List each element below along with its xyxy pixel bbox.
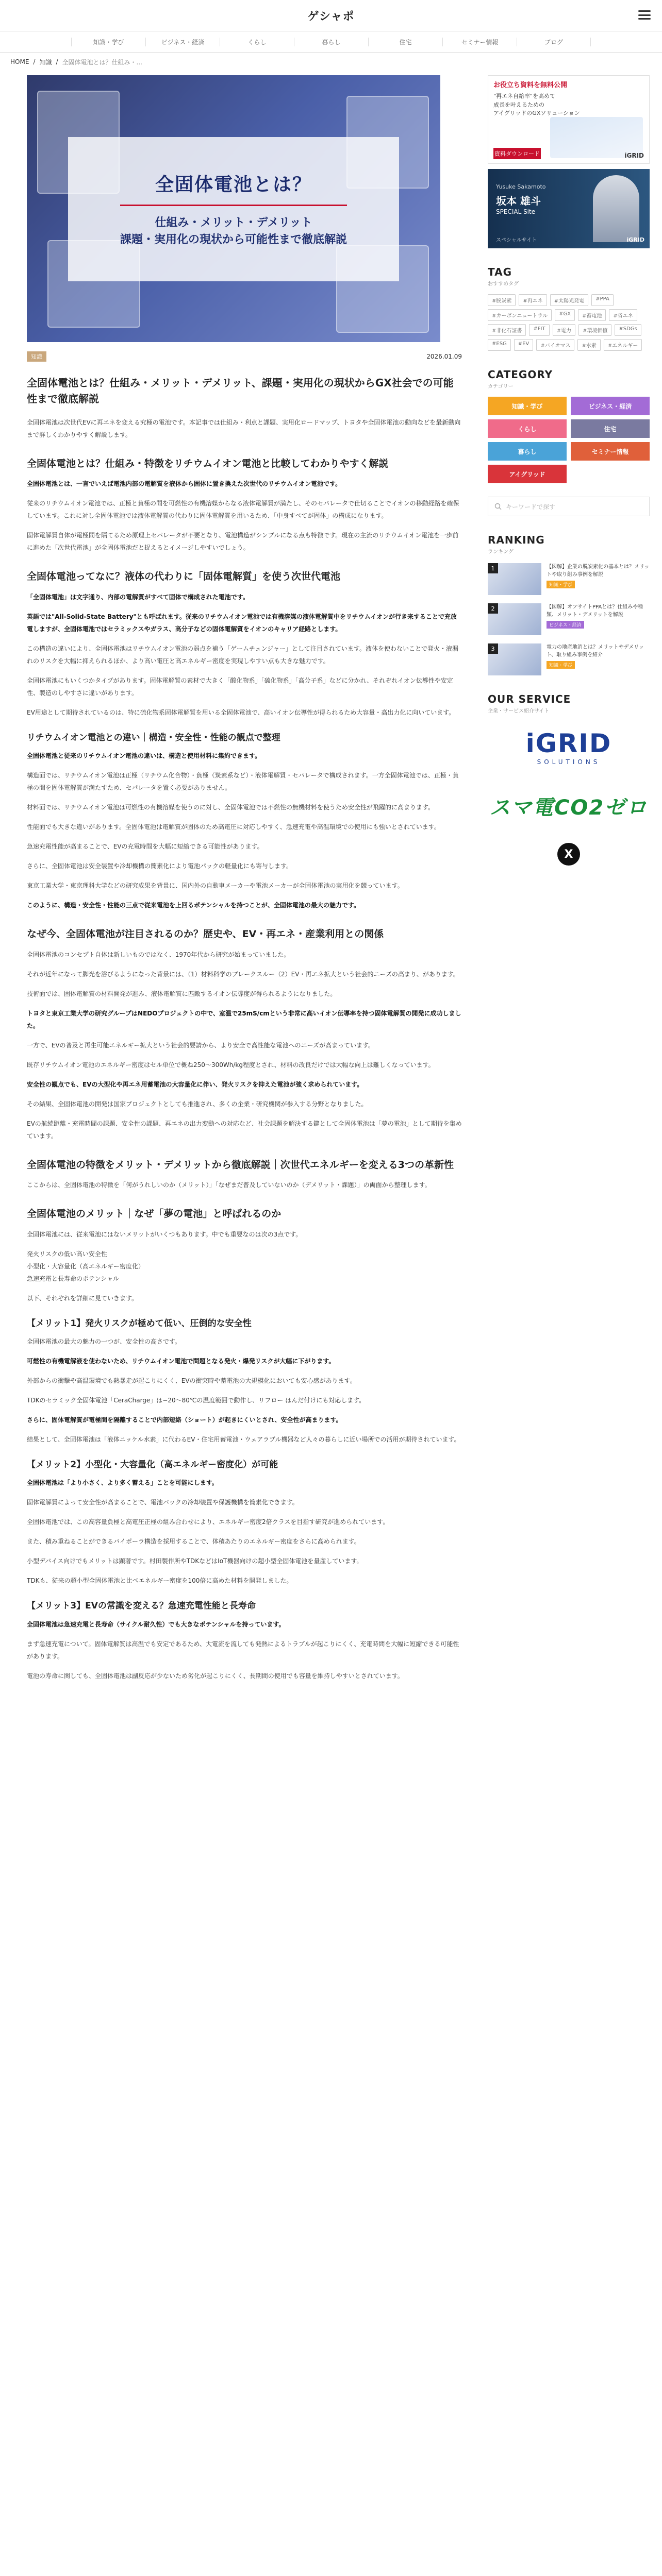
paragraph: 構造面では、リチウムイオン電池は正極（リチウム化合物）・負極（炭素系など）・液体電解質・セパレータで構成されます。一方全固体電池では、正極・負極の間を固体電解質が満たすため、セパレータを置く必要がありません。: [27, 772, 459, 792]
tag-link[interactable]: #GX: [555, 309, 575, 321]
tag-link[interactable]: #バイオマス: [536, 339, 574, 351]
paragraph: 全固体電池は急速充電と長寿命（サイクル耐久性）でも大きなポテンシャルを持っています。: [27, 1620, 285, 1628]
banner-person-name: 坂本 雄斗: [496, 195, 541, 207]
paragraph: 電池の寿命に関しても、全固体電池は副反応が少ないため劣化が起こりにくく、長期間の使用でも容量を維持しやすいとされています。: [27, 1672, 404, 1680]
breadcrumb-separator: /: [33, 58, 36, 65]
site-logo[interactable]: ゲシャポ: [307, 10, 355, 23]
sumaden-banner[interactable]: スマ電CO2ゼロ: [489, 795, 648, 820]
paragraph: 一方で、EVの普及と再生可能エネルギー拡大という社会的要請から、より安全で高性能な電池へのニーズが高まっています。: [27, 1041, 374, 1049]
tag-link[interactable]: #電力: [553, 324, 575, 336]
category-grid: [488, 397, 650, 483]
category-button[interactable]: セミナー情報: [571, 442, 650, 461]
heading-ja: ランキング: [488, 549, 514, 555]
subsection-heading: 【メリット3】EVの常識を変える？急速充電性能と長寿命: [27, 1601, 256, 1612]
ranking-thumbnail: [488, 643, 541, 675]
tag-link[interactable]: #水素: [577, 339, 600, 351]
category-button[interactable]: 住宅: [571, 419, 650, 438]
paragraph: さらに、固体電解質が電極間を隔離することで内部短絡（ショート）が起きにくいとされ、安全性が高まります。: [27, 1416, 342, 1423]
gnav-item[interactable]: 知識・学び: [71, 38, 145, 46]
banner-subtitle: "再エネ自給率"を高めて 成長を叶えるための アイグリッドのGXソリューション: [493, 93, 580, 116]
tag-link[interactable]: #FIT: [529, 324, 549, 336]
section-heading: 全固体電池ってなに？液体の代わりに「固体電解質」を使う次世代電池: [27, 571, 341, 583]
paragraph: 性能面でも大きな違いがあります。全固体電池は電解質が固体のため高電圧に対応しやすく、急速充電や高温環境での使用にも強いとされています。: [27, 823, 440, 831]
banner-caption: Yusuke Sakamoto: [496, 183, 546, 190]
paragraph: EV用途として期待されているのは、特に硫化物系固体電解質を用いる全固体電池で、高いイオン伝導性が得られるため大容量・高出力化に向いています。: [27, 708, 455, 716]
tag-link[interactable]: #カーボンニュートラル: [488, 309, 552, 321]
paragraph: 材料面では、リチウムイオン電池は可燃性の有機溶媒を使うのに対し、全固体電池では不燃性の無機材料を使うため安全性が飛躍的に高まります。: [27, 804, 435, 811]
ranking-category: ビジネス・経済: [547, 621, 584, 629]
merit-list: 発火リスクの低い高い安全性 小型化・大容量化（高エネルギー密度化） 急速充電と長寿命のポテンシャル: [27, 1250, 145, 1282]
paragraph: 外部からの衝撃や高温環境でも熱暴走が起こりにくく、EVの衝突時や蓄電池の大規模化においても安心感があります。: [27, 1377, 356, 1384]
heading-ja: カテゴリー: [488, 384, 514, 389]
global-nav: [0, 32, 662, 53]
breadcrumb-current: 全固体電池とは？仕組み・...: [62, 58, 142, 66]
banner-label: SPECIAL Site: [496, 208, 536, 215]
ranking-thumbnail: [488, 603, 541, 635]
breadcrumb-home[interactable]: HOME: [10, 58, 29, 65]
gnav-item[interactable]: ブログ: [517, 38, 591, 46]
hero-title: 全固体電池とは？: [155, 174, 312, 195]
paragraph: 全固体電池にもいくつかタイプがあります。固体電解質の素材で大きく「酸化物系」「硫化物系」「高分子系」などに分かれ、それぞれイオン伝導性や安定性、製造のしやすさに違いがあります。: [27, 676, 453, 697]
paragraph: このように、構造・安全性・性能の三点で従来電池を上回るポテンシャルを持つことが、全固体電池の最大の魅力です。: [27, 902, 360, 909]
rank-number: 1: [488, 563, 498, 573]
category-button[interactable]: ビジネス・経済: [571, 397, 650, 415]
paragraph: 小型デバイス向けでもメリットは顕著です。村田製作所やTDKなどはIoT機器向けの超小型全固体電池を量産しています。: [27, 1557, 363, 1565]
igrid-logo: iGRID: [525, 728, 612, 758]
category-badge[interactable]: 知識: [27, 351, 46, 362]
paragraph: 全固体電池とは、一言でいえば電池内部の電解質を液体から固体に置き換えた次世代のリチウムイオン電池です。: [27, 480, 342, 488]
banner-footer: スペシャルサイト: [496, 238, 537, 243]
paragraph: 固体電解質自体が電極間を隔てるため原理上セパレータが不要となり、電池構造がシンプルになる点も特徴です。現在の主流のリチウムイオン電池を一歩前に進めた「次世代電池」が全固体電池だと捉えるとイメージしやすいでしょう。: [27, 532, 459, 552]
tag-link[interactable]: #エネルギー: [604, 339, 642, 351]
paragraph: 東京工業大学・東京理科大学などの研究成果を背景に、国内外の自動車メーカーや電池メーカーが全固体電池の実用化を競っています。: [27, 882, 404, 890]
subsection-heading: リチウムイオン電池との違い｜構造・安全性・性能の観点で整理: [27, 732, 280, 743]
gnav-item[interactable]: ビジネス・経済: [145, 38, 220, 46]
publish-date: 2026.01.09: [426, 353, 462, 360]
paragraph: まず急速充電について。固体電解質は高温でも安定であるため、大電流を流しても発熱によるトラブルが起こりにくく、充電時間を大幅に短縮できる可能性があります。: [27, 1640, 459, 1660]
breadcrumb-separator: /: [56, 58, 58, 65]
paragraph: 英語では"All-Solid-State Battery"とも呼ばれます。従来のリチウムイオン電池では有機溶媒の液体電解質中をリチウムイオンが行き来することで充放電しますが、全固体電池ではセラミックスやガラス、高分子などの固体電解質をイオンのキャリア経路とします。: [27, 613, 457, 633]
section-heading: なぜ今、全固体電池が注目されるのか？歴史や、EV・再エネ・産業利用との関係: [27, 928, 384, 940]
igrid-solutions-banner[interactable]: [488, 720, 650, 776]
paragraph: 技術面では、固体電解質の材料開発が進み、液体電解質に匹敵するイオン伝導度が得られるようになりました。: [27, 990, 337, 997]
tag-link[interactable]: #脱炭素: [488, 294, 516, 306]
paragraph: この構造の違いにより、全固体電池はリチウムイオン電池の弱点を補う「ゲームチェンジャー」として注目されています。液体を使わないことで発火・液漏れのリスクを大幅に抑えられるほか、より高い電圧と高エネルギー密度を実現しやすい点も大きな魅力です。: [27, 645, 458, 665]
subsection-heading: 【メリット2】小型化・大容量化（高エネルギー密度化）が可能: [27, 1459, 278, 1470]
gnav-item[interactable]: セミナー情報: [442, 38, 517, 46]
download-banner[interactable]: [488, 75, 650, 164]
ranking-category: 知識・学び: [547, 581, 575, 588]
tag-heading: [488, 266, 650, 287]
paragraph: ここからは、全固体電池の特徴を「何がうれしいのか（メリット）」「なぜまだ普及していないのか（デメリット・課題）」の両面から整理します。: [27, 1181, 431, 1189]
breadcrumb-category[interactable]: 知識: [39, 58, 52, 66]
paragraph: 全固体電池の最大の魅力の一つが、安全性の高さです。: [27, 1337, 181, 1345]
search-placeholder: キーワードで探す: [506, 503, 556, 511]
tag-link[interactable]: #EV: [514, 339, 534, 351]
paragraph: 全固体電池と従来のリチウムイオン電池の違いは、構造と使用材料に集約できます。: [27, 752, 261, 760]
paragraph: トヨタと東京工業大学の研究グループはNEDOプロジェクトの中で、室温で25mS/cmという非常に高いイオン伝導率を持つ固体電解質の開発に成功しました。: [27, 1009, 461, 1029]
category-button[interactable]: 知識・学び: [488, 397, 567, 415]
category-heading: [488, 368, 650, 389]
paragraph: また、積み重ねることができるバイポーラ構造を採用することで、体積あたりのエネルギー密度をさらに高められます。: [27, 1538, 360, 1546]
ranking-category: 知識・学び: [547, 661, 575, 669]
hero-subtitle-1: 仕組み・メリット・デメリット: [155, 216, 312, 229]
section-heading: 全固体電池とは？仕組み・特徴をリチウムイオン電池と比較してわかりやすく解説: [27, 458, 389, 469]
tag-link[interactable]: #蓄電池: [578, 309, 606, 321]
heading-ja: おすすめタグ: [488, 281, 519, 287]
category-button[interactable]: アイグリッド: [488, 465, 567, 483]
ranking-item[interactable]: [488, 643, 650, 675]
paragraph: 全固体電池は「より小さく、より多く蓄える」ことを可能にします。: [27, 1479, 218, 1487]
paragraph: その結果、全固体電池の開発は国家プロジェクトとしても推進され、多くの企業・研究機関が参入する分野となりました。: [27, 1100, 368, 1108]
person-photo: [593, 175, 639, 242]
tag-link[interactable]: #環境価値: [578, 324, 611, 336]
tag-link[interactable]: #太陽光発電: [550, 294, 588, 306]
paragraph: 全固体電池には、従来電池にはないメリットがいくつもあります。中でも重要なのは次の3点です。: [27, 1230, 302, 1238]
paragraph: TDKのセラミック全固体電池「CeraCharge」は−20〜80℃の温度範囲で動作し、リフロー はんだ付けにも対応します。: [27, 1396, 366, 1404]
tag-link[interactable]: #省エネ: [609, 309, 637, 321]
breadcrumb: [0, 53, 662, 71]
igrid-logo: iGRID: [624, 152, 644, 159]
paragraph: 以下、それぞれを詳細に見ていきます。: [27, 1294, 138, 1302]
search-box[interactable]: [488, 497, 650, 516]
paragraph: 従来のリチウムイオン電池では、正極と負極の間を可燃性の有機溶媒からなる液体電解質が満たし、そのセパレータで仕切ることでイオンの移動経路を確保しています。これに対し全固体電池では液体電解質の代わりに固体電解質を用いるため、「中身すべてが固体」の構成になります。: [27, 500, 459, 520]
paragraph: 既存リチウムイオン電池のエネルギー密度はセル単位で概ね250〜300Wh/kg程度とされ、材料の改良だけでは大幅な向上は難しくなっています。: [27, 1061, 435, 1069]
paragraph: EVの航続距離・充電時間の課題、安全性の課題、再エネの出力変動への対応など、社会課題を解決する鍵として全固体電池は「夢の電池」として期待を集めています。: [27, 1120, 462, 1140]
tag-link[interactable]: #再エネ: [519, 294, 547, 306]
igrid-logo: iGRID: [626, 236, 644, 243]
ranking-thumbnail: [488, 563, 541, 595]
x-social-icon[interactable]: X: [557, 843, 580, 866]
paragraph: 急速充電性能が高まることで、EVの充電時間を大幅に短縮できる可能性があります。: [27, 843, 263, 851]
igrid-logo-sub: SOLUTIONS: [537, 758, 601, 766]
site-header: [0, 0, 662, 32]
heading-en: OUR SERVICE: [488, 693, 571, 705]
ranking-title: 【図解】オフサイトPPAとは？仕組みや種類、メリット・デメリットを解説: [547, 604, 643, 618]
sidebar: [488, 71, 650, 1689]
gnav-item[interactable]: 暮らし: [294, 38, 368, 46]
tag-link[interactable]: #ESG: [488, 339, 511, 351]
article-title: 全固体電池とは？仕組み・メリット・デメリット、課題・実用化の現状からGX社会での可能性まで徹底解説: [27, 377, 454, 405]
article-intro: 全固体電池は次世代EVに再エネを変える究極の電池です。本記事では仕組み・利点と課題、実用化ロードマップ、トヨタや全固体電池の動向などを最新動向まで詳しくわかりやすく解説します。: [27, 419, 461, 438]
ranking-heading: [488, 534, 650, 555]
article-main: [27, 71, 462, 1689]
hero-title-panel: [68, 137, 399, 281]
paragraph: 結果として、全固体電池は「液体ニッケル水素」に代わるEV・住宅用蓄電池・ウェアラブル機器など人々の暮らしに近い場所での活用が期待されています。: [27, 1435, 460, 1443]
ranking-item[interactable]: [488, 603, 650, 635]
heading-en: RANKING: [488, 534, 545, 546]
article-meta: [27, 351, 462, 362]
special-site-banner[interactable]: [488, 169, 650, 248]
paragraph: 固体電解質によって安全性が高まることで、電池パックの冷却装置や保護機構を簡素化できます。: [27, 1499, 299, 1506]
tag-cloud: [488, 294, 650, 351]
paragraph: 可燃性の有機電解液を使わないため、リチウムイオン電池で問題となる発火・爆発リスクが大幅に下がります。: [27, 1357, 335, 1365]
category-button[interactable]: 暮らし: [488, 442, 567, 461]
banner-title: お役立ち資料を無料公開: [493, 81, 568, 89]
heading-en: TAG: [488, 266, 512, 278]
paragraph: TDKも、従来の超小型全固体電池と比べエネルギー密度を100倍に高めた材料を開発しました。: [27, 1577, 293, 1585]
hero-image: [27, 75, 440, 342]
section-heading: 全固体電池の特徴をメリット・デメリットから徹底解説｜次世代エネルギーを変える3つの革新性: [27, 1159, 454, 1171]
paragraph: さらに、全固体電池は安全装置や冷却機構の簡素化により電池パックの軽量化にも寄与します。: [27, 862, 293, 870]
paragraph: 全固体電池では、この高容量負極と高電圧正極の組み合わせにより、エネルギー密度2倍クラスを目指す研究が進められています。: [27, 1518, 389, 1526]
paragraph: それが近年になって脚光を浴びるようになった背景には、（1）材料科学のブレークスルー（2）EV・再エネ拡大という社会的ニーズの高まり、があります。: [27, 970, 459, 978]
ranking-title: 【図解】企業の脱炭素化の基本とは？メリットや取り組み事例を解説: [547, 564, 650, 578]
paragraph: 安全性の観点でも、EVの大型化や再エネ用蓄電池の大容量化に伴い、発火リスクを抑えた電池が強く求められています。: [27, 1080, 363, 1088]
subsection-heading: 【メリット1】発火リスクが極めて低い、圧倒的な安全性: [27, 1318, 252, 1329]
service-heading: [488, 693, 650, 714]
search-icon: [494, 503, 502, 510]
rank-number: 3: [488, 643, 498, 654]
ranking-item[interactable]: [488, 563, 650, 595]
hamburger-menu-icon[interactable]: [638, 10, 651, 20]
tag-link[interactable]: #非化石証書: [488, 324, 526, 336]
tag-link[interactable]: #SDGs: [615, 324, 641, 336]
gnav-item[interactable]: 住宅: [368, 38, 442, 46]
heading-en: CATEGORY: [488, 368, 553, 381]
heading-ja: 企業・サービス紹介サイト: [488, 708, 550, 714]
category-button[interactable]: くらし: [488, 419, 567, 438]
section-heading: 全固体電池のメリット｜なぜ「夢の電池」と呼ばれるのか: [27, 1208, 282, 1220]
paragraph: 「全固体電池」は文字通り、内部の電解質がすべて固体で構成された電池です。: [27, 593, 249, 601]
gnav-item[interactable]: くらし: [220, 38, 294, 46]
hero-divider: [120, 205, 347, 206]
paragraph: 全固体電池のコンセプト自体は新しいものではなく、1970年代から研究が始まっていました。: [27, 951, 290, 958]
download-button[interactable]: 資料ダウンロード: [493, 148, 541, 159]
hero-subtitle-2: 課題・実用化の現状から可能性まで徹底解説: [120, 233, 347, 246]
rank-number: 2: [488, 603, 498, 614]
tag-link[interactable]: #PPA: [591, 294, 614, 306]
ranking-title: 電力の地産地消とは？メリットやデメリット、取り組み事例を紹介: [547, 645, 644, 658]
